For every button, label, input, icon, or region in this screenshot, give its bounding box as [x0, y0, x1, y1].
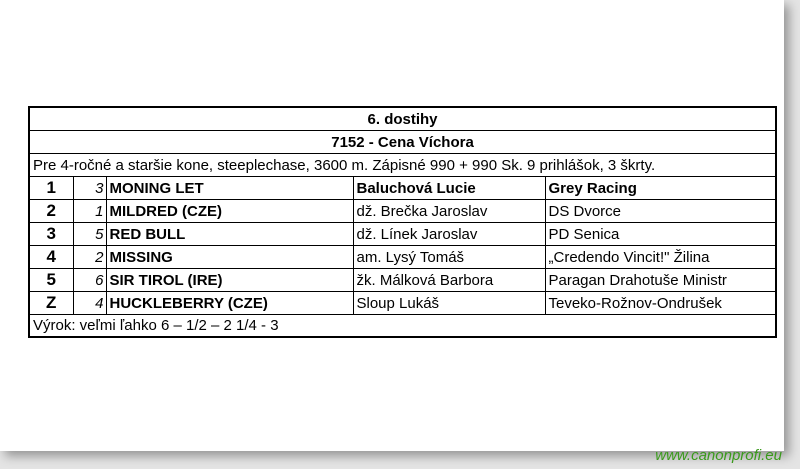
finish-position: 4 [29, 246, 73, 269]
finish-position: 1 [29, 177, 73, 200]
owner-name: „Credendo Vincit!" Žilina [545, 246, 776, 269]
horse-name: MISSING [106, 246, 353, 269]
race-verdict: Výrok: veľmi ľahko 6 – 1/2 – 2 1/4 - 3 [29, 315, 776, 338]
rider-name: Baluchová Lucie [353, 177, 545, 200]
rider-name: dž. Brečka Jaroslav [353, 200, 545, 223]
finish-position: 3 [29, 223, 73, 246]
start-number: 4 [73, 292, 106, 315]
race-heading: 6. dostihy [29, 107, 776, 131]
start-number: 5 [73, 223, 106, 246]
rider-name: žk. Málková Barbora [353, 269, 545, 292]
start-number: 3 [73, 177, 106, 200]
rider-name: dž. Línek Jaroslav [353, 223, 545, 246]
start-number: 6 [73, 269, 106, 292]
owner-name: Grey Racing [545, 177, 776, 200]
start-number: 1 [73, 200, 106, 223]
owner-name: Paragan Drahotuše Ministr [545, 269, 776, 292]
owner-name: Teveko-Rožnov-Ondrušek [545, 292, 776, 315]
finish-position: 5 [29, 269, 73, 292]
race-conditions: Pre 4-ročné a staršie kone, steeplechase, 3600 m. Zápisné 990 + 990 Sk. 9 prihlášok, 3 škrty. [29, 154, 776, 177]
finish-position: Z [29, 292, 73, 315]
horse-name: MONING LET [106, 177, 353, 200]
finish-position: 2 [29, 200, 73, 223]
table-row [29, 177, 776, 200]
horse-name: RED BULL [106, 223, 353, 246]
horse-name: SIR TIROL (IRE) [106, 269, 353, 292]
start-number: 2 [73, 246, 106, 269]
table-row [29, 246, 776, 269]
horse-name: HUCKLEBERRY (CZE) [106, 292, 353, 315]
horse-name: MILDRED (CZE) [106, 200, 353, 223]
owner-name: DS Dvorce [545, 200, 776, 223]
watermark-link[interactable]: www.canonprofi.eu [655, 447, 782, 464]
race-results-table [28, 106, 777, 338]
table-row [29, 292, 776, 315]
table-row [29, 269, 776, 292]
rider-name: Sloup Lukáš [353, 292, 545, 315]
rider-name: am. Lysý Tomáš [353, 246, 545, 269]
table-row [29, 200, 776, 223]
owner-name: PD Senica [545, 223, 776, 246]
table-row [29, 223, 776, 246]
race-title: 7152 - Cena Víchora [29, 131, 776, 154]
